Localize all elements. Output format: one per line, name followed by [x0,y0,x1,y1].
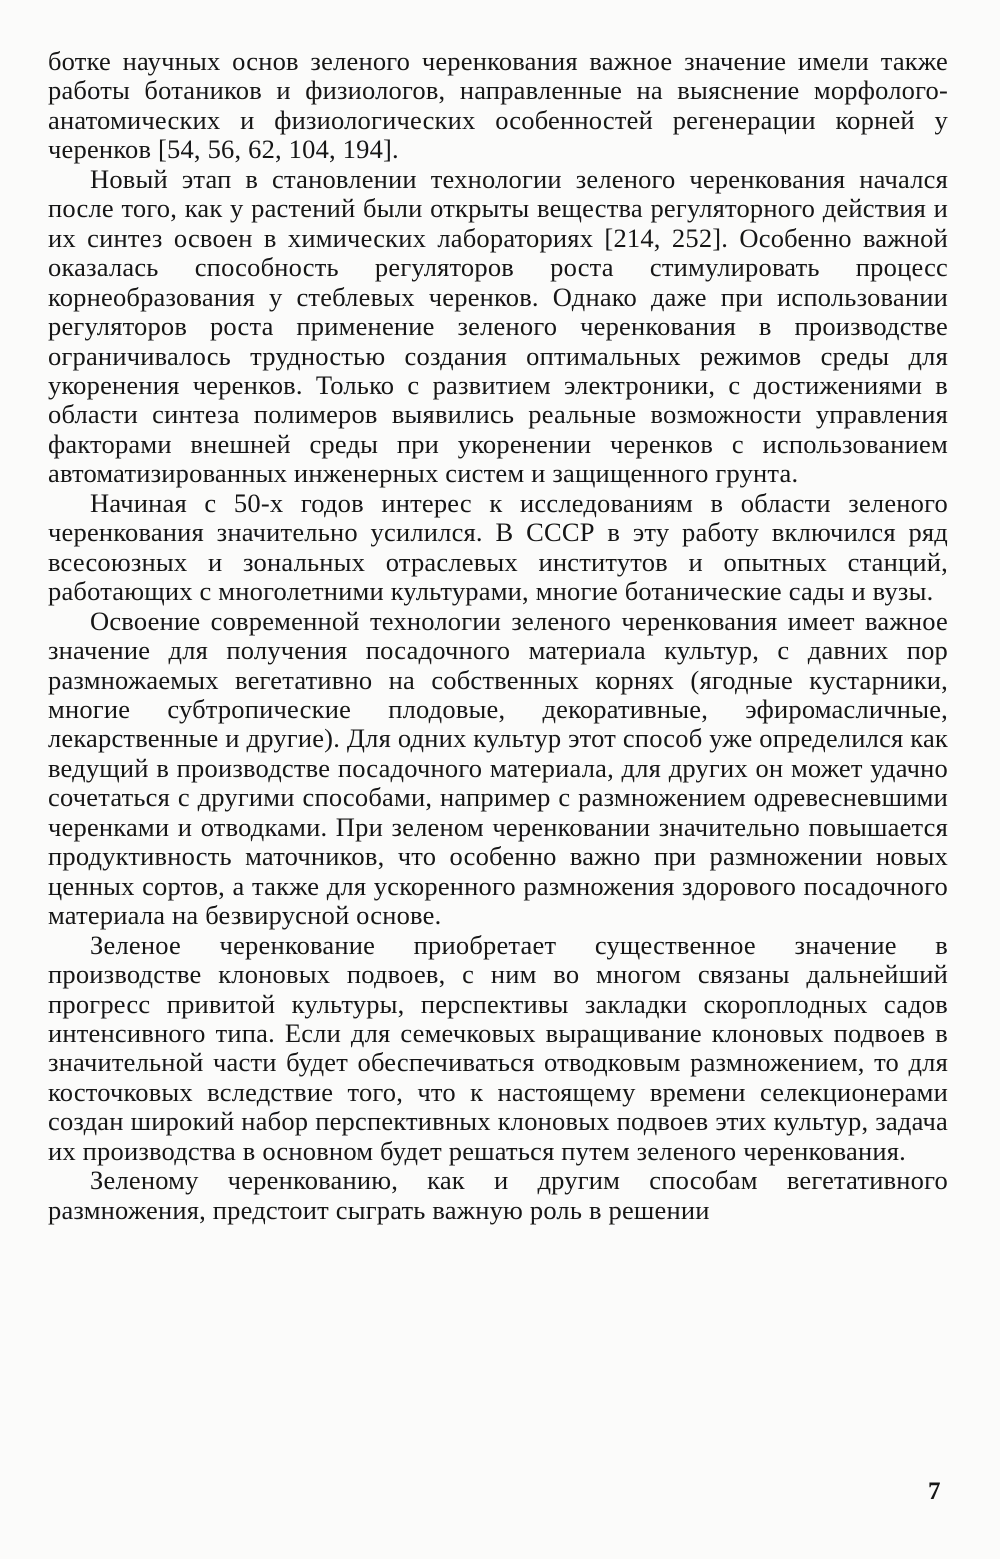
paragraph-2: Новый этап в становлении технологии зеленого черенкования начался после того, как у растений были открыты вещества регуляторного действия и их синтез освоен в химических лабораториях [214, 252]. Особенно важной оказалась способность регуляторов роста стимулировать процесс корнеобразования у стеблевых черенков. Однако даже при использовании регуляторов роста применение зеленого черенкования в производстве ограничивалось трудностью создания оптимальных режимов среды для укоренения черенков. Только с развитием электроники, с достижениями в области синтеза полимеров выявились реальные возможности управления факторами внешней среды при укоренении черенков с использованием автоматизированных инженерных систем и защищенного грунта. [48,163,948,489]
paragraph-4: Освоение современной технологии зеленого черенкования имеет важное значение для получения посадочного материала культур, с давних пор размножаемых вегетативно на собственных корнях (ягодные кустарники, многие субтропические плодовые, декоративные, эфиромасличные, лекарственные и другие). Для одних культур этот способ уже определился как ведущий в производстве посадочного материала, для других он может удачно сочетаться с другими способами, например с размножением одревесневшими черенками и отводками. При зеленом черенковании значительно повышается продуктивность маточников, что особенно важно при размножении новых ценных сортов, а также для ускоренного размножения здорового посадочного материала на безвирусной основе. [48,605,948,931]
paragraph-6: Зеленому черенкованию, как и другим способам вегетативного размножения, предстоит сыграть важную роль в решении [48,1165,948,1225]
paragraph-1: ботке научных основ зеленого черенкования важное значение имели также работы ботаников и физиологов, направленные на выяснение морфолого-анатомических и физиологических особенностей регенерации корней у черенков [54, 56, 62, 104, 194]. [48,46,948,165]
paragraph-3: Начиная с 50-х годов интерес к исследованиям в области зеленого черенкования значительно усилился. В СССР в эту работу включился ряд всесоюзных и зональных отраслевых институтов и опытных станций, работающих с многолетними культурами, многие ботанические сады и вузы. [48,487,948,607]
body-text [48,47,948,1225]
paragraph-5: Зеленое черенкование приобретает существенное значение в производстве клоновых подвоев, с ним во многом связаны дальнейший прогресс привитой культуры, перспективы закладки скороплодных садов интенсивного типа. Если для семечковых выращивание клоновых подвоев в значительной части будет обеспечиваться отводковым размножением, то для косточковых вследствие того, что к настоящему времени селекционерами создан широкий набор перспективных клоновых подвоев этих культур, задача их производства в основном будет решаться путем зеленого черенкования. [48,929,948,1166]
page-number: 7 [928,1478,941,1505]
